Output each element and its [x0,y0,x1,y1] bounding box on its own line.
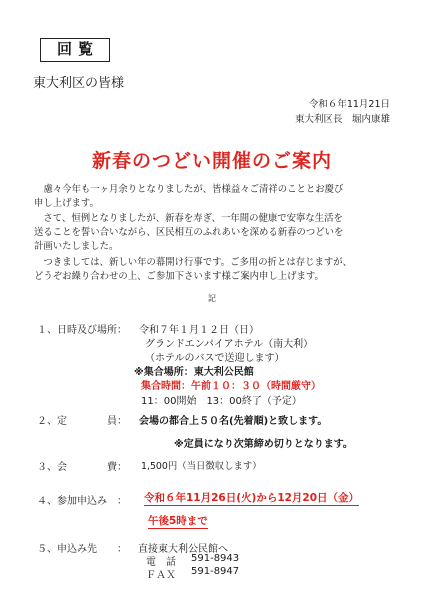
item-5-label: ５、申込み先 ： [37,544,127,555]
deadline-line-2-wrap [148,513,208,528]
body-line: 申し上げます。 [34,198,99,209]
ki-heading: 記 [208,294,216,303]
contact-place: 直接東大利公民館へ [138,544,228,555]
capacity-note: ※定員になり次第締め切りとなります。 [174,439,353,450]
body-line: さて、恒例となりましたが、新春を寿ぎ、一年間の健康で安寧な生活を [34,213,343,224]
deadline-line-1-wrap [144,490,359,505]
recipient: 東大利区の皆様 [33,76,125,91]
bus-note: （ホテルのバスで送迎します） [145,353,285,364]
body-line: 慮々今年も一ヶ月余りとなりましたが、皆様益々ご清祥のこととお慶び [34,184,344,195]
deadline-line-2: 午後5時まで [148,515,208,527]
schedule: 11：00開始 13：00終了（予定） [141,396,302,407]
document-title: 新春のつどい開催のご案内 [91,150,332,172]
meeting-place: ※集合場所：東大利公民館 [134,367,254,378]
issue-date: 令和６年11月21日 [308,99,390,110]
capacity-value: 会場の都合上５０名(先着順)と致します。 [139,416,328,427]
event-venue: グランドエンパイアホテル（南大利） [145,339,314,350]
item-1-label: １、日時及び場所： [37,325,127,336]
fax-value: 591-8947 [191,566,240,577]
tel-label: 電 話 [146,557,176,568]
fax-label: ＦＡＸ [146,570,176,581]
body-line: どうぞお繰り合わせの上、ご参加下さいます様ご案内申し上げます。 [34,271,324,282]
tel-value: 591-8943 [191,553,240,564]
body-line: 送ることを誓い合いながら、区民相互のふれあいを深める新春のつどいを [34,227,344,238]
sender: 東大利区長 堀内康雄 [294,114,390,125]
fee-value: 1,500円（当日徴収します） [141,461,262,472]
event-date: 令和７年１月１２日（日） [139,325,259,336]
body-line: つきましては、新しい年の幕開け行事です。ご多用の折とは存じますが、 [34,257,353,268]
deadline-line-1: 令和６年11月26日(火)から12月20日（金） [144,492,360,504]
body-line: 計画いたしました。 [34,241,119,252]
item-4-label: ４、参加申込み ： [37,496,127,507]
circulation-box: 回覧 [40,38,110,62]
item-3-label: ３、会 費： [37,462,127,473]
meeting-time: 集合時間：午前１０：３０（時間厳守） [141,381,321,392]
item-2-label: ２、定 員： [37,416,127,427]
